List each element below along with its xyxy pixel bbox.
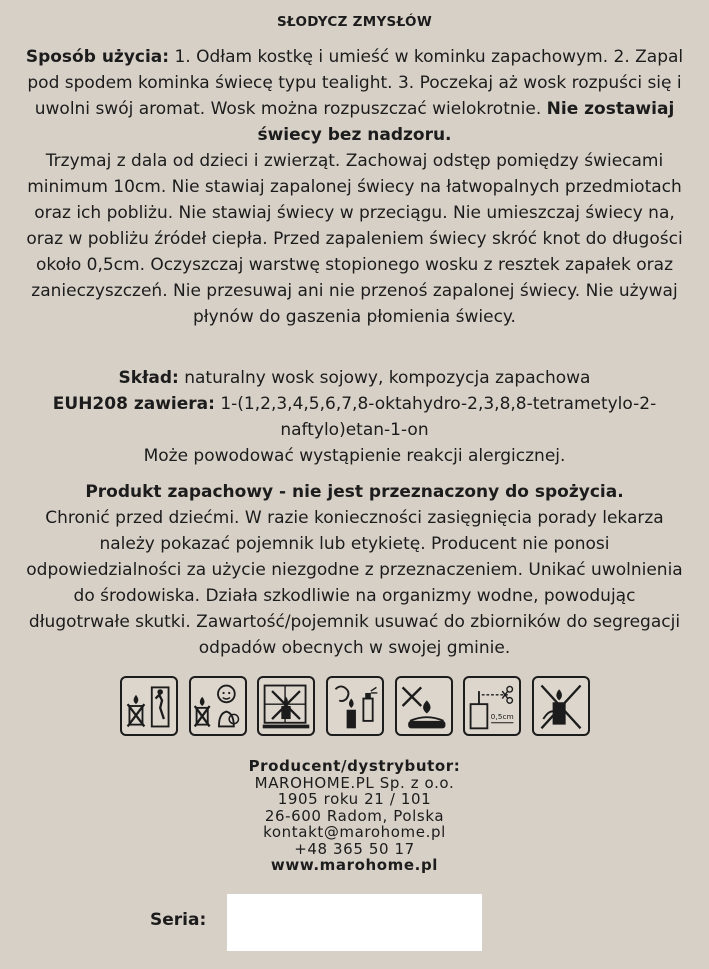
trim-wick-icon (463, 676, 521, 736)
producer-phone[interactable]: +48 365 50 17 (294, 839, 415, 858)
seria-label: Seria: (150, 910, 207, 930)
producer-street: 1905 roku 21 / 101 (277, 790, 432, 808)
producer-city: 26-600 Radom, Polska (264, 806, 445, 825)
keep-from-children-pets-icon (189, 676, 247, 736)
producer-heading: Producent/dystrybutor: (248, 757, 461, 775)
safety-icons-row (120, 676, 590, 740)
product-title: SŁODYCZ ZMYSŁÓW (276, 14, 433, 30)
composition-section (24, 365, 685, 469)
producer-website[interactable]: www.marohome.pl (270, 856, 439, 874)
producer-company: MAROHOME.PL Sp. z o.o. (254, 773, 455, 792)
no-flammable-icon (326, 676, 384, 736)
composition-text: naturalny wosk sojowy, kompozycja zapachowa (178, 368, 591, 388)
product-heading: Produkt zapachowy - nie jest przeznaczony do spożycia. (85, 482, 624, 502)
usage-text: 1. Odłam kostkę i umieść w kominku zapachowym. 2. Zapal pod spodem kominka świecę typu tealight. 3. Poczekaj aż wosk rozpuści się i uwolni swój aromat. Wosk można rozpuszczać wielokrotnie. (27, 47, 684, 119)
wick-length-label: 0,5cm (490, 712, 515, 722)
product-section (24, 479, 685, 661)
no-draft-icon (120, 676, 178, 736)
allergy-text: Może powodować wystąpienie reakcji alergicznej. (143, 446, 566, 466)
no-move-lit-candle-icon (532, 676, 590, 736)
euh-label: EUH208 zawiera: (52, 394, 215, 414)
composition-label: Skład: (118, 368, 179, 388)
producer-info (0, 758, 709, 874)
usage-label: Sposób użycia: (25, 47, 170, 67)
safety-text: Trzymaj z dala od dzieci i zwierząt. Zachowaj odstęp pomiędzy świecami minimum 10cm. Nie stawiaj zapalonej świecy na łatwopalnych przedmiotach oraz ich pobliżu. Nie stawiaj świecy w przeciągu. Nie umieszczaj świecy na, oraz w pobliżu źródeł ciepła. Przed zapaleniem świecy skróć knot do długości około 0,5cm. Oczyszczaj warstwę stopionego wosku z resztek zapałek oraz zanieczyszczeń. Nie przesuwaj ani nie przenoś zapalonej świecy. Nie używaj płynów do gaszenia płomienia świecy. (26, 151, 683, 327)
euh-text: 1-(1,2,3,4,5,6,7,8-oktahydro-2,3,8,8-tetrametylo-2-naftylo)etan-1-on (214, 394, 657, 440)
no-window-draft-icon (257, 676, 315, 736)
product-text: Chronić przed dziećmi. W razie konieczności zasięgnięcia porady lekarza należy pokazać pojemnik lub etykietę. Producent nie ponosi odpowiedzialności za użycie niezgodne z przeznaczeniem. Unikać uwolnienia do środowiska. Działa szkodliwie na organizmy wodne, powodując długotrwałe skutki. Zawartość/pojemnik usuwać do zbiorników do segregacji odpadów obecnych w swojej gminie. (26, 508, 683, 658)
seria-field[interactable] (227, 894, 482, 951)
producer-email[interactable]: kontakt@marohome.pl (263, 823, 446, 841)
usage-warning: Nie zostawiaj świecy bez nadzoru. (257, 99, 675, 145)
usage-section (24, 44, 685, 330)
no-heat-source-icon (395, 676, 453, 736)
